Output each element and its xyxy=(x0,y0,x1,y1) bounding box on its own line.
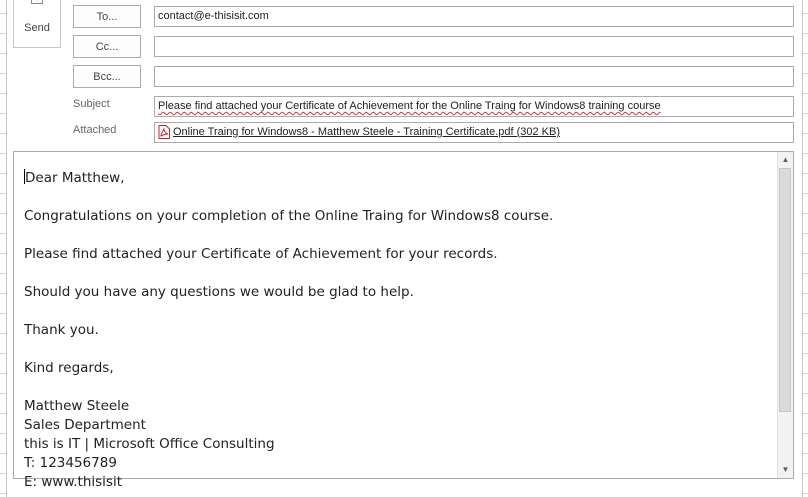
subject-label: Subject xyxy=(73,98,110,110)
message-line: Dear Matthew, xyxy=(25,170,125,186)
message-line: Please find attached your Certificate of Achievement for your records. xyxy=(24,246,498,262)
attachment-field xyxy=(154,122,794,143)
pdf-icon xyxy=(158,125,170,139)
message-line: Thank you. xyxy=(24,322,99,338)
scroll-up-icon[interactable]: ▲ xyxy=(781,155,790,164)
to-field[interactable]: contact@e-thisisit.com xyxy=(154,6,794,27)
message-body[interactable] xyxy=(13,151,794,490)
send-button[interactable] xyxy=(13,0,61,48)
to-button[interactable]: To... xyxy=(73,5,141,28)
scrollbar-thumb[interactable] xyxy=(779,168,791,412)
bcc-button[interactable]: Bcc... xyxy=(73,65,141,88)
message-text[interactable] xyxy=(24,169,773,492)
cc-button[interactable]: Cc... xyxy=(73,35,141,58)
message-line xyxy=(24,340,773,359)
message-line xyxy=(24,226,773,245)
envelope-icon xyxy=(31,0,43,5)
subject-field[interactable] xyxy=(154,96,794,117)
email-compose-window xyxy=(6,0,803,497)
message-line: Kind regards, xyxy=(24,360,114,376)
message-line xyxy=(24,378,773,397)
message-line: T: 123456789 xyxy=(24,455,117,471)
vertical-scrollbar[interactable] xyxy=(777,152,793,478)
message-line xyxy=(24,264,773,283)
bcc-field[interactable] xyxy=(154,66,794,87)
attached-label: Attached xyxy=(73,124,117,136)
message-line xyxy=(24,188,773,207)
scroll-down-icon[interactable]: ▼ xyxy=(781,465,790,474)
message-line: Sales Department xyxy=(24,417,146,433)
message-line xyxy=(24,302,773,321)
attachment-link[interactable]: Online Traing for Windows8 - Matthew Steele - Training Certificate.pdf (302 KB) xyxy=(173,126,561,138)
send-button-label: Send xyxy=(24,22,50,34)
message-line: Matthew Steele xyxy=(24,398,130,414)
subject-text: Please find attached your Certificate of Achievement for the Online Traing for Windows8 training course xyxy=(158,100,661,112)
message-line: this is IT | Microsoft Office Consulting xyxy=(24,436,275,452)
cc-field[interactable] xyxy=(154,36,794,57)
message-line: E: www.thisisit xyxy=(24,474,123,490)
message-line: Should you have any questions we would be glad to help. xyxy=(24,284,414,300)
message-line: Congratulations on your completion of the Online Traing for Windows8 course. xyxy=(24,208,554,224)
text-caret xyxy=(24,169,25,184)
